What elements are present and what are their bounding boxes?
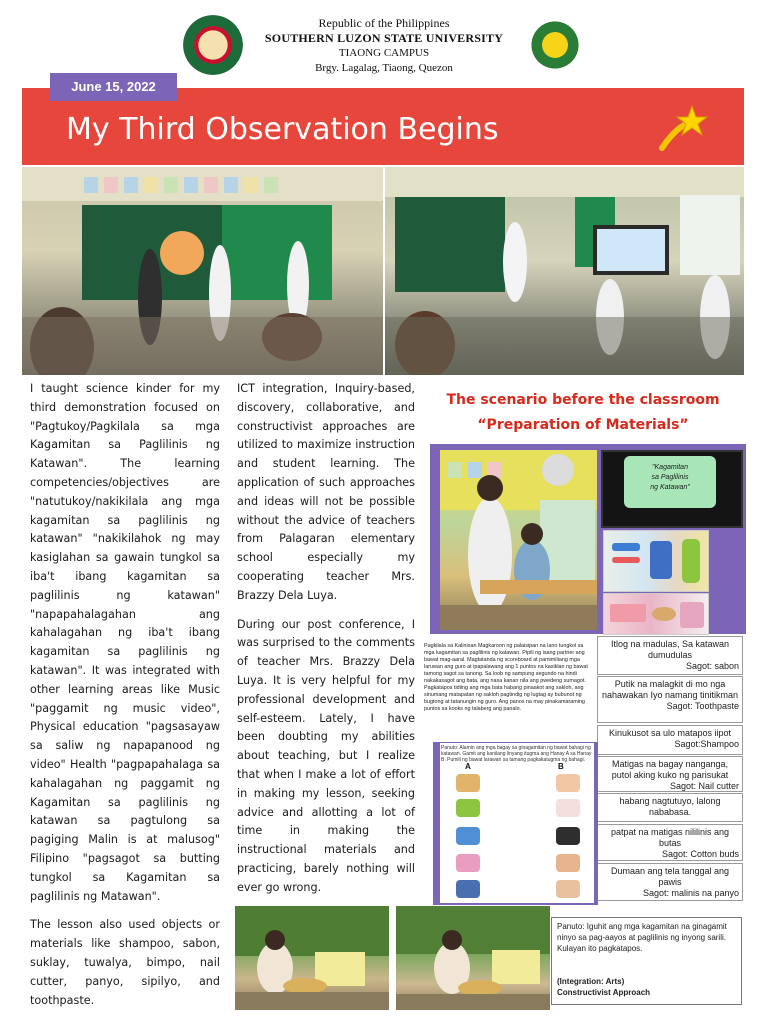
toothbrush-icon bbox=[456, 827, 480, 845]
column-a-label: A bbox=[465, 762, 471, 771]
riddle-text: Kinukusot sa ulo matapos iipot bbox=[608, 728, 732, 738]
riddle-answer: Sagot: Cotton buds bbox=[661, 849, 739, 859]
drawing-instruction-text: Panuto: Iguhit ang mga kagamitan na ginagamit ninyo sa pag-aayos at paglilinis ng inyong sarili. Kulayan ito pagkatapos. bbox=[557, 922, 727, 953]
hair-icon bbox=[556, 827, 580, 845]
towel-icon bbox=[456, 854, 480, 872]
republic-line: Republic of the Philippines bbox=[318, 16, 450, 30]
matching-activity-sheet bbox=[440, 743, 594, 903]
riddle-card bbox=[597, 756, 743, 792]
article-column-1 bbox=[30, 380, 220, 1020]
section-heading bbox=[424, 388, 742, 438]
riddle-text: Itlog na madulas, Sa katawan dumudulas bbox=[610, 639, 730, 660]
campus-name: TIAONG CAMPUS bbox=[338, 47, 430, 59]
slide-title-line: "Kagamitan bbox=[652, 464, 688, 471]
body-icon bbox=[556, 880, 580, 898]
university-name: SOUTHERN LUZON STATE UNIVERSITY bbox=[264, 31, 504, 45]
classroom-photo-right bbox=[385, 167, 744, 375]
shampoo-icon bbox=[456, 799, 480, 817]
article-column-2 bbox=[237, 380, 415, 908]
soap-icon bbox=[456, 880, 480, 898]
riddle-answer: Sagot: sabon bbox=[685, 661, 739, 671]
riddle-answer: Sagot: malinis na panyo bbox=[642, 888, 739, 898]
riddle-text: habang nagtutuyo, lalong nababasa. bbox=[619, 796, 721, 817]
article-paragraph: During our post conference, I was surprised to the comments of teacher Mrs. Brazzy Dela Luya. It is very helpful for my professional development and self-esteem. Lately, I have been doubting my abilities about teaching, but I realize that when I make a lot of effort in making my lesson, seeking advice and allotting a lot of time in making the instructional materials and practicing, barely nothing will ever go wrong. bbox=[237, 617, 415, 894]
matching-instruction: Panuto: Alamin ang mga bagay sa ginagamitan ng bawat bahagi ng katawan. Gamit ang kanilang linyang itugma ang Hanay A sa Hanay B. Pumili ng bawat larawan sa tamang pagkakatugma ng bahagi. bbox=[441, 745, 592, 763]
teeth-icon bbox=[556, 799, 580, 817]
section-heading-line: The scenario before the classroom bbox=[446, 392, 720, 408]
university-seal-right-logo bbox=[525, 15, 585, 75]
riddle-text: Putik na malagkit di mo nga nahawakan Iyo namang tinitikman bbox=[601, 679, 739, 700]
activity-description: Pagkilala sa Kalinisan Magkaroon ng palaisipan na lano tungkol sa mga kagamitan sa paglilinis ng katawan. Pipili ng isang partner ang bawat mag-aaral. Magtatanda ng scoreboard at pamimiliang mga laruwan ang guro at ipapalawang ang 1 puntos na kasiklan ng bawat tamong sagot sa tanong. Sa loob ng sampung segundo na hindi nakakasagot ang bata, ang nasa kanan nila ang pwedeng sumagot. Pagkatapos tidiing ang mga bata habang pinaakot ang sakloh, ang sinumang matapatan ng sakloh pagtindig ng lugtag ay bubunot ng bugtong at tatanungin ng guro. Ang panos na may pinakamaraming puntos sa kooks ng talaberg ang panalo. bbox=[424, 643, 588, 712]
article-paragraph: ICT integration, Inquiry-based, discovery, collaborative, and constructivist approaches are utilized to maximize instruction and student learning. The application of such approaches and ideas will not be possible without the advice of teachers from Palagaran elementary school especially my cooperating teacher Mrs. Brazzy Dela Luya. bbox=[237, 382, 415, 602]
comb-towel-image bbox=[603, 593, 709, 635]
slide-title-line: ng Katawan" bbox=[650, 484, 690, 491]
riddle-answer: Sagot: Nail cutter bbox=[669, 781, 739, 791]
drawing-activity-photo-2 bbox=[396, 906, 550, 1010]
article-paragraph: The lesson also used objects or materials like shampoo, sabon, suklay, tuwalya, bimpo, nail cutter, panyo, sipilyo, and toothpaste. bbox=[30, 918, 220, 1007]
riddle-card bbox=[597, 676, 743, 723]
riddle-card bbox=[597, 824, 743, 861]
teacher-student-photo bbox=[440, 450, 597, 630]
integration-label: (Integration: Arts) bbox=[557, 977, 625, 986]
riddle-text: patpat na matigas nililinis ang butas bbox=[610, 827, 730, 848]
slide-title-card bbox=[624, 456, 716, 508]
comb-icon bbox=[456, 774, 480, 792]
hygiene-items-image bbox=[603, 530, 709, 592]
drawing-activity-photo-1 bbox=[235, 906, 389, 1010]
hand-icon bbox=[556, 774, 580, 792]
shooting-star-icon bbox=[656, 104, 708, 152]
slide-title-line: sa Paglilinis bbox=[651, 474, 689, 481]
riddle-card bbox=[597, 636, 743, 675]
approach-label: Constructivist Approach bbox=[557, 988, 651, 997]
section-heading-line: “Preparation of Materials” bbox=[477, 417, 689, 433]
riddle-answer: Sagot:Shampoo bbox=[674, 739, 739, 749]
date-tag: June 15, 2022 bbox=[50, 73, 177, 101]
university-header bbox=[250, 16, 518, 76]
riddle-text: Dumaan ang tela tanggal ang pawis bbox=[610, 866, 730, 887]
university-seal-left-logo bbox=[183, 15, 243, 75]
column-b-label: B bbox=[558, 762, 564, 771]
ear-icon bbox=[556, 854, 580, 872]
riddle-answer: Sagot: Toothpaste bbox=[666, 701, 739, 711]
riddle-text: Matigas na bagay nanganga, putol aking kuko ng parisukat bbox=[611, 759, 729, 780]
article-paragraph: I taught science kinder for my third demonstration focused on "Pagtukoy/Pagkilala sa mga Kagamitan sa Paglilinis ng Katawan". The learning competencies/objectives are "natutukoy/nakikilala ang mga kagamitan sa paglilinis ng katawan" "nakikilahok ng may kasiglahan sa gawain tungkol sa iba't ibang kagamitan sa paglilinis ng katawan" "napapahalagahan ang kahalagahan ng iba't ibang kagamitan sa paglilinis ng katawan". It was integrated with other learning areas like Music "paggamit ng music video", Physical education "pagsasayaw sa saliw ng napapanood ng video" Health "pagpapahalaga sa kahalagahan ng paggamit ng Kagamitan sa paglilinis ng katawan sa pagtulong sa pagiging Malin is at malusog" Filipino "pagsagot sa butting tungkol sa Kagamitan sa paglilinis ng Matawan". bbox=[30, 382, 220, 903]
riddle-card bbox=[597, 793, 743, 822]
page-title: My Third Observation Begins bbox=[66, 112, 499, 147]
riddle-card bbox=[597, 863, 743, 901]
drawing-instruction-box bbox=[551, 917, 742, 1005]
riddle-card bbox=[597, 725, 743, 755]
classroom-photo-left bbox=[22, 167, 383, 375]
campus-address: Brgy. Lagalag, Tiaong, Quezon bbox=[315, 62, 453, 74]
